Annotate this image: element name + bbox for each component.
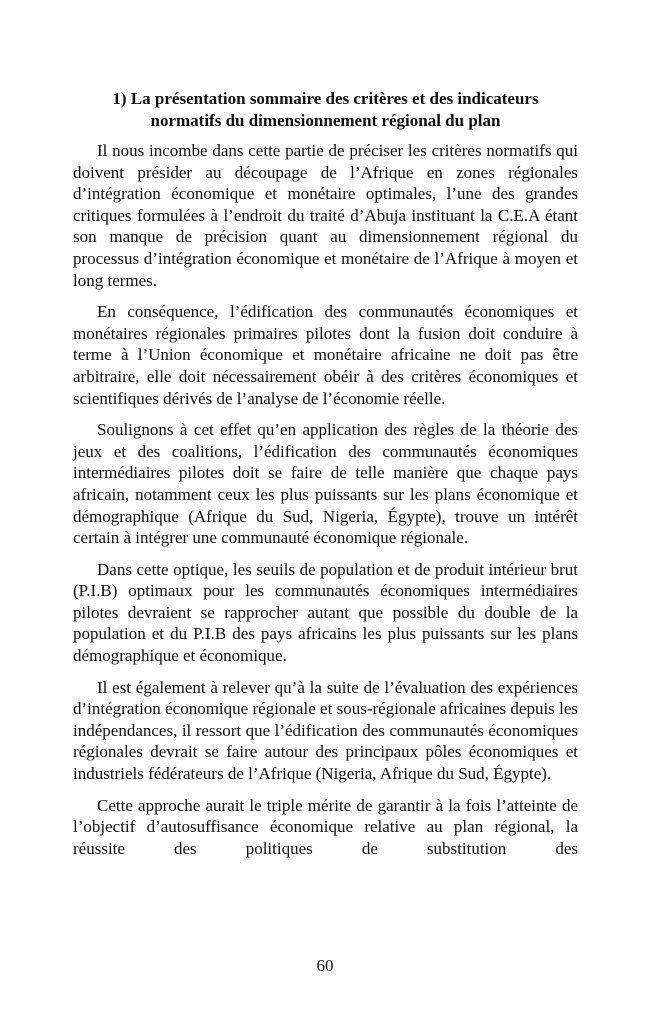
paragraph: En conséquence, l’édification des communautés économiques et monétaires régionales primaires pilotes dont la fusion doit conduire à terme à l’Union économique et monétaire africaine ne doit pas être arbitraire, elle doit nécessairement obéir à des critères économiques et scientifiques dérivés de l’analyse de l’économie réelle. [73, 302, 578, 408]
heading-line-1: 1) La présentation sommaire des critères et des indicateurs [112, 89, 539, 108]
paragraph: Cette approche aurait le triple mérite de garantir à la fois l’atteinte de l’objectif d’autosuffisance économique relative au plan régional, la réussite des politiques de substitution des [73, 795, 578, 858]
body-text [73, 140, 578, 869]
paragraph: Il est également à relever qu’à la suite de l’évaluation des expériences d’intégration économique régionale et sous-régionale africaines depuis les indépendances, il ressort que l’édification des communautés économiques régionales devrait se faire autour des principaux pôles économiques et industriels fédérateurs de l’Afrique (Nigeria, Afrique du Sud, Égypte). [73, 677, 578, 784]
page-number: 60 [316, 956, 334, 975]
section-heading [73, 88, 578, 131]
paragraph: Dans cette optique, les seuils de population et de produit intérieur brut (P.I.B) optimaux pour les communautés économiques intermédiaires pilotes devraient se rapprocher autant que possible du double de la population et du P.I.B des pays africains les plus puissants sur les plans démographique et économique. [73, 559, 578, 666]
heading-line-2: normatifs du dimensionnement régional du plan [150, 110, 501, 130]
paragraph: Soulignons à cet effet qu’en application des règles de la théorie des jeux et des coalitions, l’édification des communautés économiques intermédiaires pilotes doit se faire de telle manière que chaque pays africain, notamment ceux les plus puissants sur les plans économique et démographique (Afrique du Sud, Nigeria, Égypte), trouve un intérêt certain à intégrer une communauté économique régionale. [73, 420, 578, 548]
paragraph: Il nous incombe dans cette partie de préciser les critères normatifs qui doivent présider au découpage de l’Afrique en zones régionales d’intégration économique et monétaire optimales, l’une des grandes critiques formulées à l’endroit du traité d’Abuja instituant la C.E.A étant son manque de précision quant au dimensionnement régional du processus d’intégration économique et monétaire de l’Afrique à moyen et long termes. [73, 141, 578, 290]
